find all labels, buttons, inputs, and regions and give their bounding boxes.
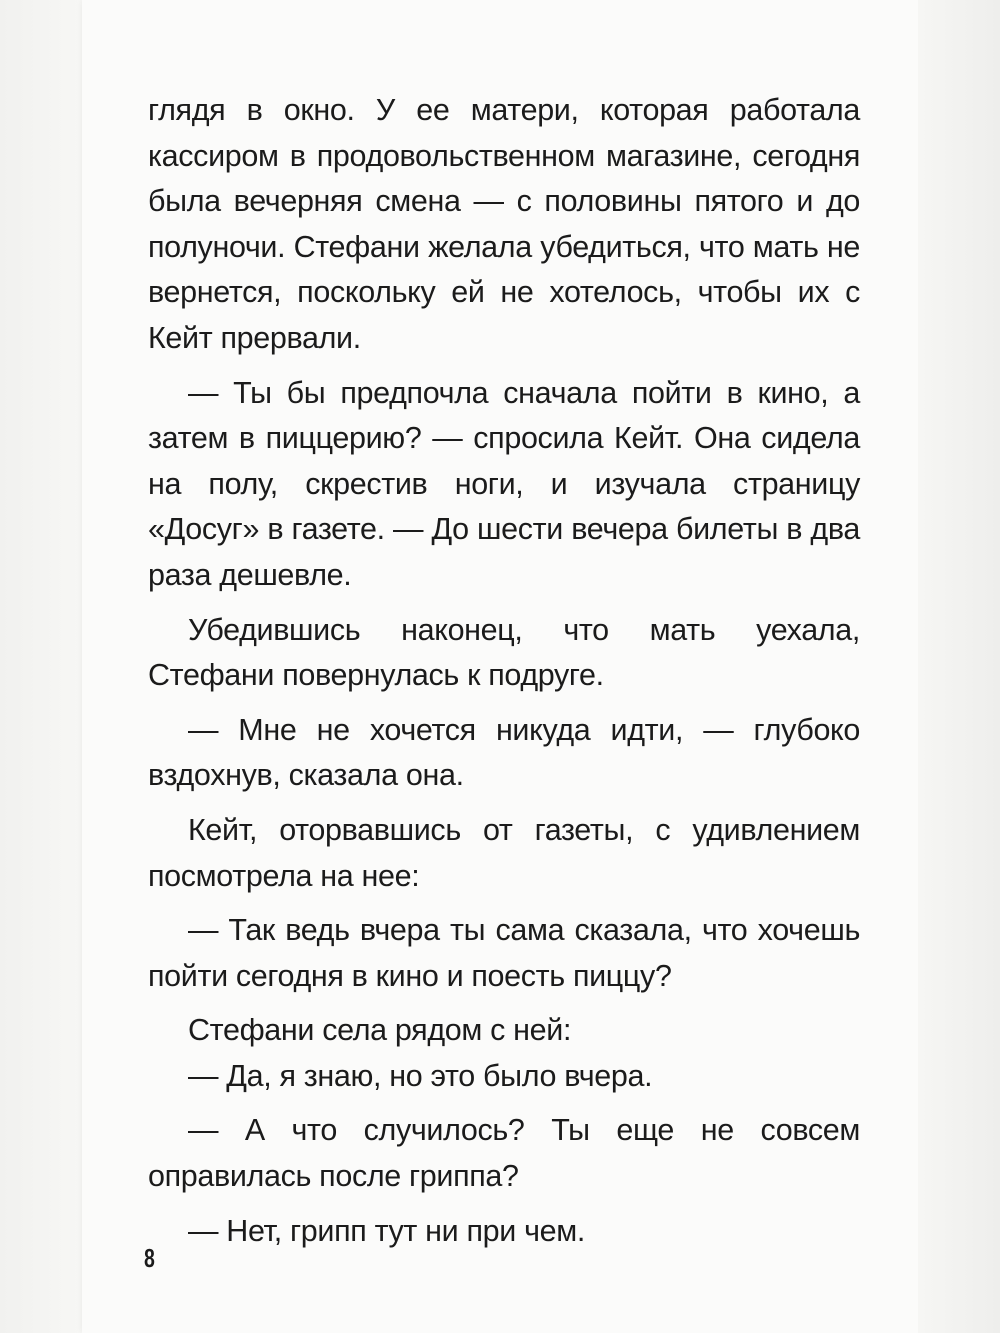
paragraph-1: глядя в окно. У ее матери, которая работала кассиром в продовольственном магазине, сегодня была вечерняя смена — с половины пятого и до полуночи. Стефани желала убедиться, что мать не вернется, поскольку ей не хотелось, чтобы их с Кейт прервали. <box>148 93 860 355</box>
paragraph-8: — Да, я знаю, но это было вчера. <box>188 1058 653 1093</box>
page-text <box>148 88 860 1254</box>
paragraph-4: — Мне не хочется никуда идти, — глубоко вздохнув, сказала она. <box>148 712 860 793</box>
paragraph-2: — Ты бы предпочла сначала пойти в кино, а затем в пиццерию? — спросила Кейт. Она сидела на полу, скрестив ноги, и изучала страницу «Досуг» в газете. — До шести вечера билеты в два раза дешевле. <box>148 375 860 592</box>
page-number: 8 <box>144 1243 155 1273</box>
paragraph-6: — Так ведь вчера ты сама сказала, что хочешь пойти сегодня в кино и поесть пиццу? <box>148 913 860 993</box>
paragraph-3: Убедившись наконец, что мать уехала, Стефани повернулась к подруге. <box>148 612 860 693</box>
paragraph-5: Кейт, оторвавшись от газеты, с удивлением посмотрела на нее: <box>148 812 860 893</box>
paragraph-7: Стефани села рядом с ней: <box>188 1013 572 1048</box>
paragraph-9: — А что случилось? Ты еще не совсем оправилась после гриппа? <box>148 1113 860 1194</box>
paragraph-10: — Нет, грипп тут ни при чем. <box>188 1213 585 1248</box>
page-right-margin <box>918 0 1000 1333</box>
page-left-margin <box>0 0 82 1333</box>
